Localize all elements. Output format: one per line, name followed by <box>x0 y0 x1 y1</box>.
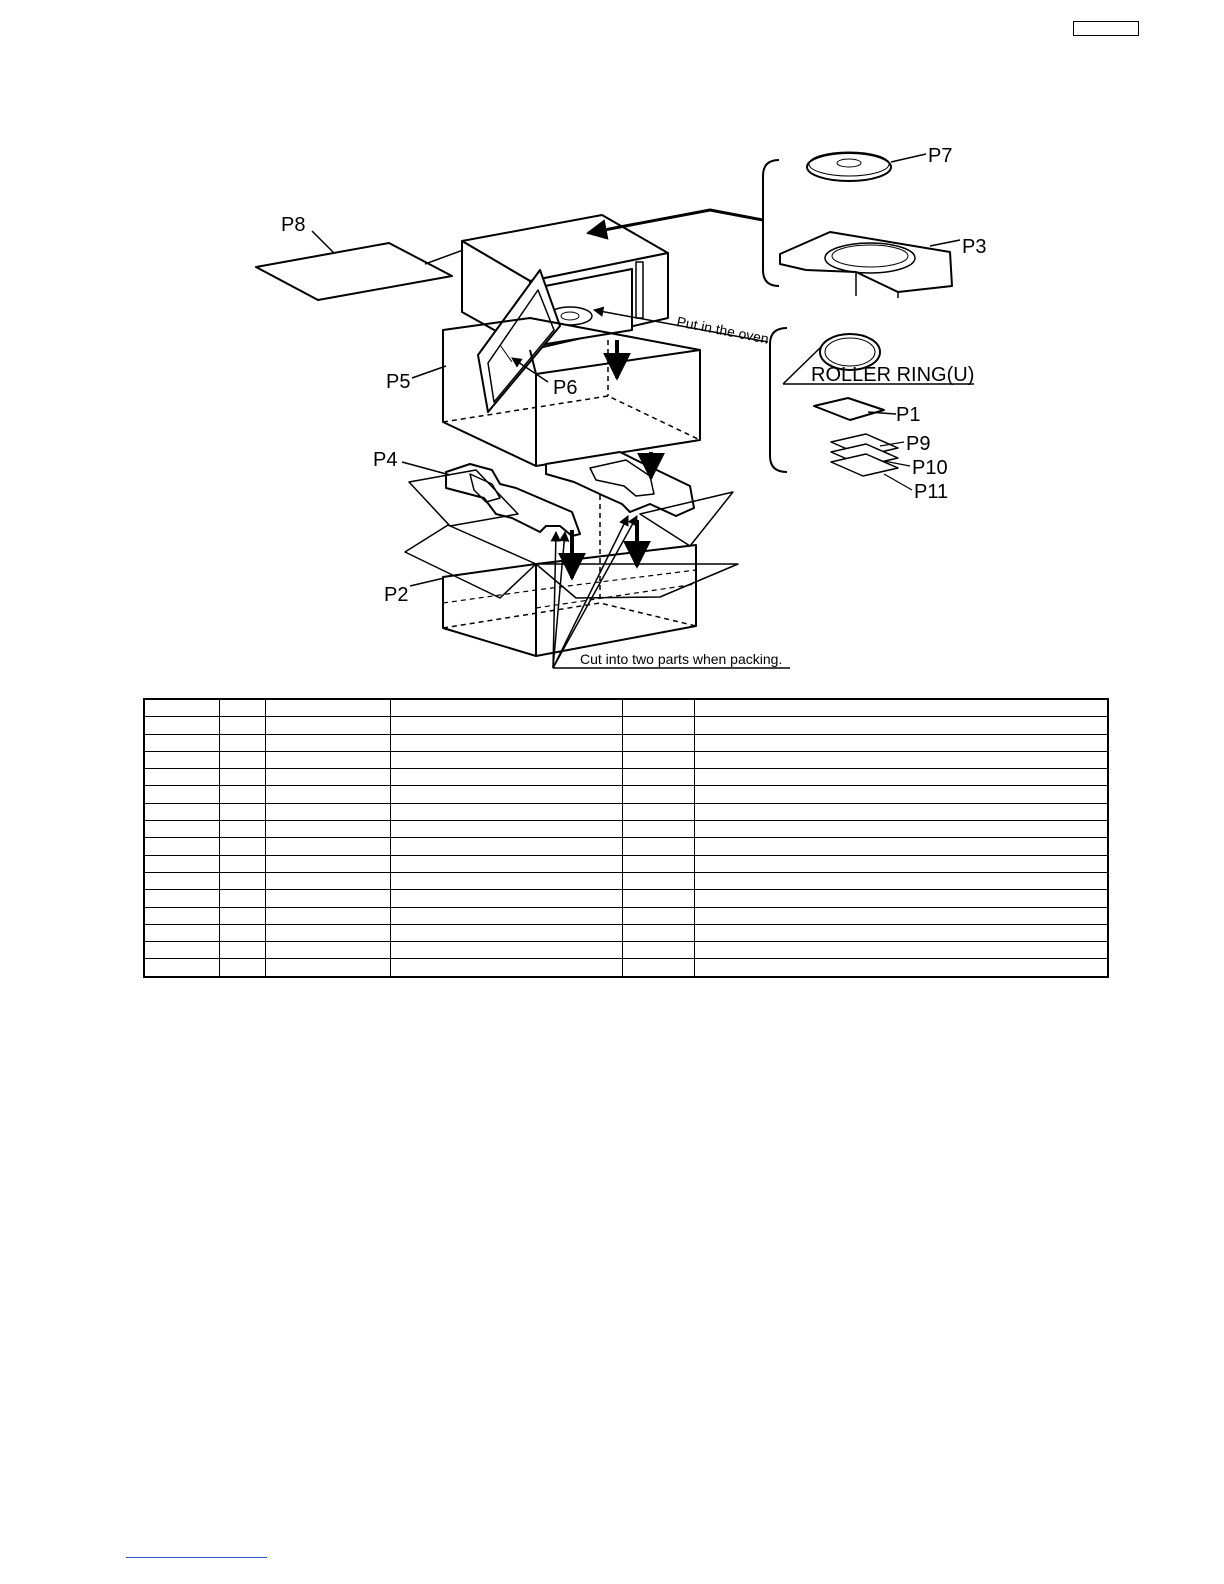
label-p7: P7 <box>928 145 953 167</box>
table-cell <box>390 786 622 803</box>
table-cell <box>390 838 622 855</box>
table-row <box>144 872 1108 889</box>
table-cell <box>219 751 265 768</box>
table-row <box>144 907 1108 924</box>
table-cell <box>622 751 694 768</box>
table-cell <box>219 803 265 820</box>
table-cell <box>219 855 265 872</box>
table-cell <box>390 942 622 959</box>
table-cell <box>265 717 390 734</box>
label-roller-ring: ROLLER RING(U) <box>811 364 975 386</box>
table-row <box>144 924 1108 941</box>
table-cell <box>144 872 219 889</box>
table-cell <box>219 924 265 941</box>
table-cell <box>219 821 265 838</box>
table-cell <box>694 890 1108 907</box>
table-cell <box>694 717 1108 734</box>
table-cell <box>622 734 694 751</box>
table-row <box>144 734 1108 751</box>
label-p2: P2 <box>384 584 409 606</box>
table-cell <box>694 872 1108 889</box>
table-cell <box>622 924 694 941</box>
table-cell <box>694 838 1108 855</box>
label-p9: P9 <box>906 433 931 455</box>
table-row <box>144 751 1108 768</box>
table-cell <box>265 786 390 803</box>
note-put-in-oven: Put in the oven. <box>675 313 774 348</box>
table-cell <box>694 942 1108 959</box>
table-row <box>144 821 1108 838</box>
label-p3: P3 <box>962 236 987 258</box>
table-cell <box>219 907 265 924</box>
table-cell <box>265 821 390 838</box>
table-cell <box>219 717 265 734</box>
table-cell <box>622 890 694 907</box>
label-p5: P5 <box>386 371 411 393</box>
table-cell <box>265 769 390 786</box>
table-cell <box>144 699 219 717</box>
table-cell <box>694 855 1108 872</box>
table-row <box>144 838 1108 855</box>
table-cell <box>622 872 694 889</box>
table-cell <box>694 803 1108 820</box>
table-cell <box>622 803 694 820</box>
table-cell <box>144 942 219 959</box>
table-cell <box>144 890 219 907</box>
table-cell <box>390 872 622 889</box>
table-cell <box>694 769 1108 786</box>
footer-link-underline <box>126 1557 267 1558</box>
table-cell <box>144 803 219 820</box>
label-p10: P10 <box>912 457 948 479</box>
table-cell <box>265 907 390 924</box>
table-cell <box>219 734 265 751</box>
table-cell <box>144 907 219 924</box>
p8-instruction-sheet <box>256 231 485 300</box>
table-cell <box>265 890 390 907</box>
table-row <box>144 890 1108 907</box>
table-cell <box>622 769 694 786</box>
table-cell <box>390 959 622 977</box>
table-cell <box>144 734 219 751</box>
table-cell <box>390 803 622 820</box>
table-cell <box>219 838 265 855</box>
table-cell <box>265 924 390 941</box>
table-row <box>144 699 1108 717</box>
table-cell <box>390 699 622 717</box>
table-cell <box>265 872 390 889</box>
table-cell <box>265 959 390 977</box>
table-cell <box>219 786 265 803</box>
note-cut-into-two: Cut into two parts when packing. <box>580 651 783 667</box>
table-cell <box>622 942 694 959</box>
table-row <box>144 786 1108 803</box>
table-cell <box>390 769 622 786</box>
table-cell <box>694 821 1108 838</box>
p4-foam-cushions <box>446 452 694 536</box>
table-row <box>144 855 1108 872</box>
packing-parts-table <box>143 698 1109 978</box>
table-cell <box>390 717 622 734</box>
table-cell <box>390 907 622 924</box>
label-p11: P11 <box>914 481 949 503</box>
table-row <box>144 803 1108 820</box>
packing-exploded-diagram <box>0 0 1224 700</box>
table-cell <box>144 821 219 838</box>
table-cell <box>265 838 390 855</box>
table-cell <box>694 751 1108 768</box>
table-cell <box>622 699 694 717</box>
table-cell <box>622 959 694 977</box>
label-p4: P4 <box>373 449 398 471</box>
table-cell <box>390 890 622 907</box>
table-cell <box>390 924 622 941</box>
table-cell <box>144 717 219 734</box>
table-cell <box>622 907 694 924</box>
table-cell <box>622 821 694 838</box>
table-cell <box>265 699 390 717</box>
table-cell <box>265 942 390 959</box>
table-cell <box>219 769 265 786</box>
table-cell <box>144 838 219 855</box>
table-row <box>144 717 1108 734</box>
table-cell <box>622 855 694 872</box>
table-cell <box>390 855 622 872</box>
table-cell <box>265 855 390 872</box>
table-row <box>144 942 1108 959</box>
table-cell <box>144 786 219 803</box>
table-row <box>144 959 1108 977</box>
table-cell <box>219 959 265 977</box>
table-cell <box>144 855 219 872</box>
table-cell <box>144 751 219 768</box>
table-cell <box>694 907 1108 924</box>
table-cell <box>694 786 1108 803</box>
table-cell <box>144 959 219 977</box>
table-cell <box>219 699 265 717</box>
table-cell <box>144 924 219 941</box>
label-p6: P6 <box>553 377 578 399</box>
table-cell <box>390 751 622 768</box>
table-cell <box>694 734 1108 751</box>
table-cell <box>144 769 219 786</box>
table-cell <box>265 803 390 820</box>
parts-table-body <box>144 699 1108 977</box>
table-cell <box>622 717 694 734</box>
label-p1: P1 <box>896 404 921 426</box>
table-cell <box>390 821 622 838</box>
table-cell <box>219 890 265 907</box>
table-cell <box>694 699 1108 717</box>
table-cell <box>622 786 694 803</box>
table-cell <box>694 924 1108 941</box>
label-p8: P8 <box>281 214 306 236</box>
table-cell <box>622 838 694 855</box>
table-cell <box>390 734 622 751</box>
table-cell <box>694 959 1108 977</box>
table-cell <box>219 942 265 959</box>
table-cell <box>265 734 390 751</box>
table-row <box>144 769 1108 786</box>
table-cell <box>265 751 390 768</box>
table-cell <box>219 872 265 889</box>
